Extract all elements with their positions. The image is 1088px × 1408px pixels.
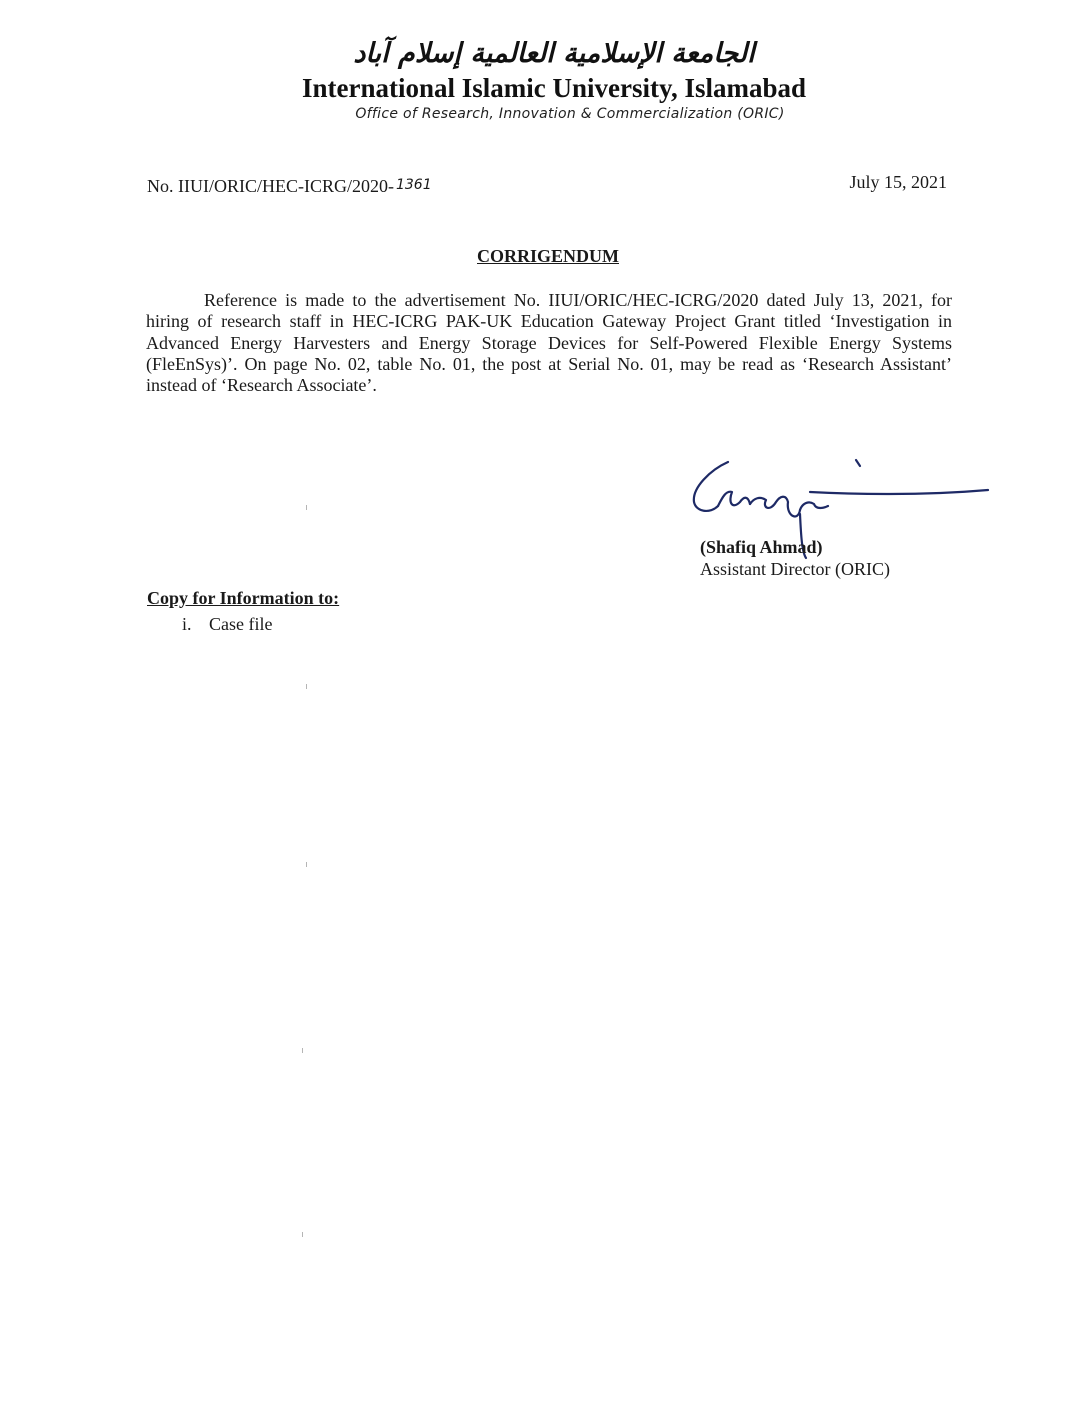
list-item-text: Case file [209, 614, 273, 634]
scan-mark [306, 684, 307, 689]
letterhead [0, 38, 1088, 122]
reference-number-handwritten: 1361 [395, 177, 432, 193]
list-item-number: i. [182, 614, 192, 634]
reference-number-printed: No. IIUI/ORIC/HEC-ICRG/2020- [147, 176, 394, 196]
copy-list [182, 614, 272, 635]
copy-heading: Copy for Information to: [147, 588, 340, 608]
scan-mark [306, 505, 307, 510]
signatory-name: (Shafiq Ahmad) [700, 537, 823, 557]
scan-mark [302, 1232, 303, 1237]
body-paragraph: Reference is made to the advertisement No. IIUI/ORIC/HEC-ICRG/2020 dated July 13, 2021, for hiring of research staff in HEC-ICRG PAK-UK Education Gateway Project Grant titled ‘Investigation in Advanced Energy Harvesters and Energy Storage Devices for Self-Powered Flexible Energy Systems (FleEnSys)’. On page No. 02, table No. 01, the post at Serial No. 01, may be read as ‘Research Assistant’ instead of ‘Research Associate’. [146, 290, 952, 396]
university-name-arabic: الجامعة الإسلامية العالمية إسلام آباد [353, 38, 755, 69]
reference-number [147, 176, 432, 197]
scan-mark [302, 1048, 303, 1053]
list-item [182, 614, 272, 635]
office-name: Office of Research, Innovation & Commercialization (ORIC) [355, 106, 785, 122]
scan-mark [306, 862, 307, 867]
signatory-designation: Assistant Director (ORIC) [700, 559, 890, 579]
signatory-block [700, 536, 890, 580]
letter-date: July 15, 2021 [849, 172, 947, 192]
university-name: International Islamic University, Islamabad [301, 73, 807, 103]
document-title: CORRIGENDUM [477, 246, 619, 266]
